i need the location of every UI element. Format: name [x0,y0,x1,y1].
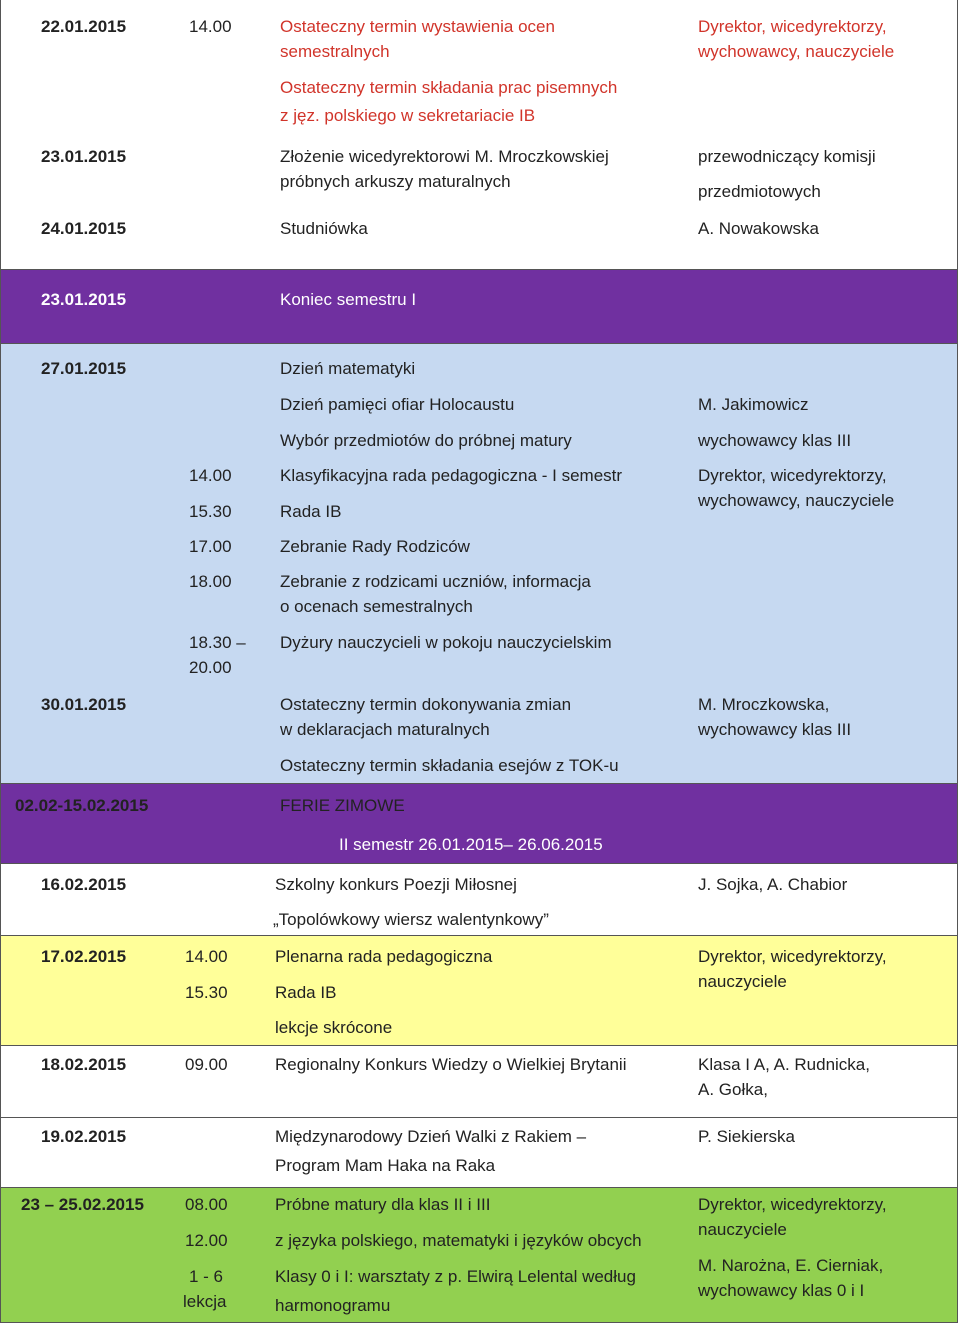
event-line: Międzynarodowy Dzień Walki z Rakiem – [275,1127,587,1146]
date-cell: 22.01.2015 [41,17,127,36]
date-cell: 17.02.2015 [41,947,127,966]
event-line: Klasy 0 i I: warsztaty z p. Elwirą Lelental według [275,1267,636,1286]
event-line: „Topolówkowy wiersz walentynkowy” [273,910,549,929]
event-line: Zebranie Rady Rodziców [280,537,470,556]
time-cell: 15.30 [189,502,232,521]
time-cell: 14.00 [189,17,232,36]
responsible-line: Dyrektor, wicedyrektorzy, [698,1195,887,1214]
responsible-line: wychowawcy klas III [698,720,852,739]
responsible-line: M. Jakimowicz [698,395,809,414]
event-line: Wybór przedmiotów do próbnej matury [280,431,572,450]
event-line: Studniówka [280,219,368,238]
time-cell: 15.30 [185,983,228,1002]
responsible-line: przedmiotowych [698,182,821,201]
section-britain-contest [0,1045,958,1117]
responsible-line: wychowawcy klas III [698,431,852,450]
date-cell: 18.02.2015 [41,1055,127,1074]
event-line: z języka polskiego, matematyki i języków obcych [275,1231,642,1250]
date-cell: 16.02.2015 [41,875,127,894]
event-line: Szkolny konkurs Poezji Miłosnej [275,875,517,894]
time-cell: 08.00 [185,1195,228,1214]
section-winter-break [0,783,958,863]
responsible-line: A. Nowakowska [698,219,819,238]
responsible-line: nauczyciele [698,1220,787,1239]
event-line: Dzień matematyki [280,359,416,378]
time-cell: lekcja [183,1292,227,1311]
date-cell: 19.02.2015 [41,1127,127,1146]
responsible-line: J. Sojka, A. Chabior [698,875,848,894]
responsible-line: przewodniczący komisji [698,147,876,166]
date-cell: 23.01.2015 [41,147,127,166]
event-line: semestralnych [280,42,390,61]
event-line: Zebranie z rodzicami uczniów, informacja [280,572,591,591]
event-line: Ostateczny termin wystawienia ocen [280,17,555,36]
event-line: Koniec semestru I [280,290,417,309]
responsible-line: wychowawcy, nauczyciele [698,491,895,510]
event-line: Dyżury nauczycieli w pokoju nauczycielskim [280,633,612,652]
time-cell: 14.00 [189,466,232,485]
time-cell: 20.00 [189,658,232,677]
event-line: harmonogramu [275,1296,391,1315]
date-cell: 02.02-15.02.2015 [15,796,149,815]
event-line: z jęz. polskiego w sekretariacie IB [280,106,536,125]
event-line: próbnych arkuszy maturalnych [280,172,511,191]
time-cell: 18.30 – [189,633,246,652]
responsible-line: wychowawcy klas 0 i I [698,1281,865,1300]
event-line: Dzień pamięci ofiar Holocaustu [280,395,515,414]
responsible-line: Klasa I A, A. Rudnicka, [698,1055,870,1074]
event-line: w deklaracjach maturalnych [280,720,490,739]
event-line: FERIE ZIMOWE [280,796,405,815]
responsible-line: P. Siekierska [698,1127,796,1146]
section-mock-exams [0,1187,958,1323]
section-end-of-semester [0,269,958,343]
event-line: Próbne matury dla klas II i III [275,1195,491,1214]
time-cell: 09.00 [185,1055,228,1074]
event-line: Rada IB [280,502,342,521]
time-cell: 1 - 6 [189,1267,224,1286]
event-line: Złożenie wicedyrektorowi M. Mroczkowskiej [280,147,609,166]
section-january-white [0,0,958,269]
responsible-line: Dyrektor, wicedyrektorzy, [698,17,887,36]
responsible-line: M. Mroczkowska, [698,695,830,714]
event-line: Ostateczny termin składania prac pisemnych [280,78,618,97]
event-line: Plenarna rada pedagogiczna [275,947,493,966]
time-cell: 12.00 [185,1231,228,1250]
date-cell: 24.01.2015 [41,219,127,238]
event-line: Program Mam Haka na Raka [275,1156,496,1175]
event-line: Regionalny Konkurs Wiedzy o Wielkiej Brytanii [275,1055,627,1074]
event-line: Ostateczny termin dokonywania zmian [280,695,572,714]
section-poetry-contest [0,863,958,935]
responsible-line: M. Narożna, E. Cierniak, [698,1256,884,1275]
section-cancer-day [0,1117,958,1187]
responsible-line: Dyrektor, wicedyrektorzy, [698,466,887,485]
time-cell: 17.00 [189,537,232,556]
semester-header: II semestr 26.01.2015– 26.06.2015 [339,835,603,854]
event-line: lekcje skrócone [275,1018,393,1037]
responsible-line: Dyrektor, wicedyrektorzy, [698,947,887,966]
responsible-line: wychowawcy, nauczyciele [698,42,895,61]
date-cell: 30.01.2015 [41,695,127,714]
event-line: o ocenach semestralnych [280,597,473,616]
time-cell: 18.00 [189,572,232,591]
responsible-line: A. Gołka, [698,1080,768,1099]
section-plenary-council [0,935,958,1045]
section-late-january [0,343,958,783]
event-line: Ostateczny termin składania esejów z TOK-u [280,756,619,775]
date-cell: 23.01.2015 [41,290,127,309]
date-cell: 23 – 25.02.2015 [21,1195,144,1214]
responsible-line: nauczyciele [698,972,787,991]
event-line: Rada IB [275,983,337,1002]
date-cell: 27.01.2015 [41,359,127,378]
event-line: Klasyfikacyjna rada pedagogiczna - I semestr [280,466,623,485]
time-cell: 14.00 [185,947,228,966]
